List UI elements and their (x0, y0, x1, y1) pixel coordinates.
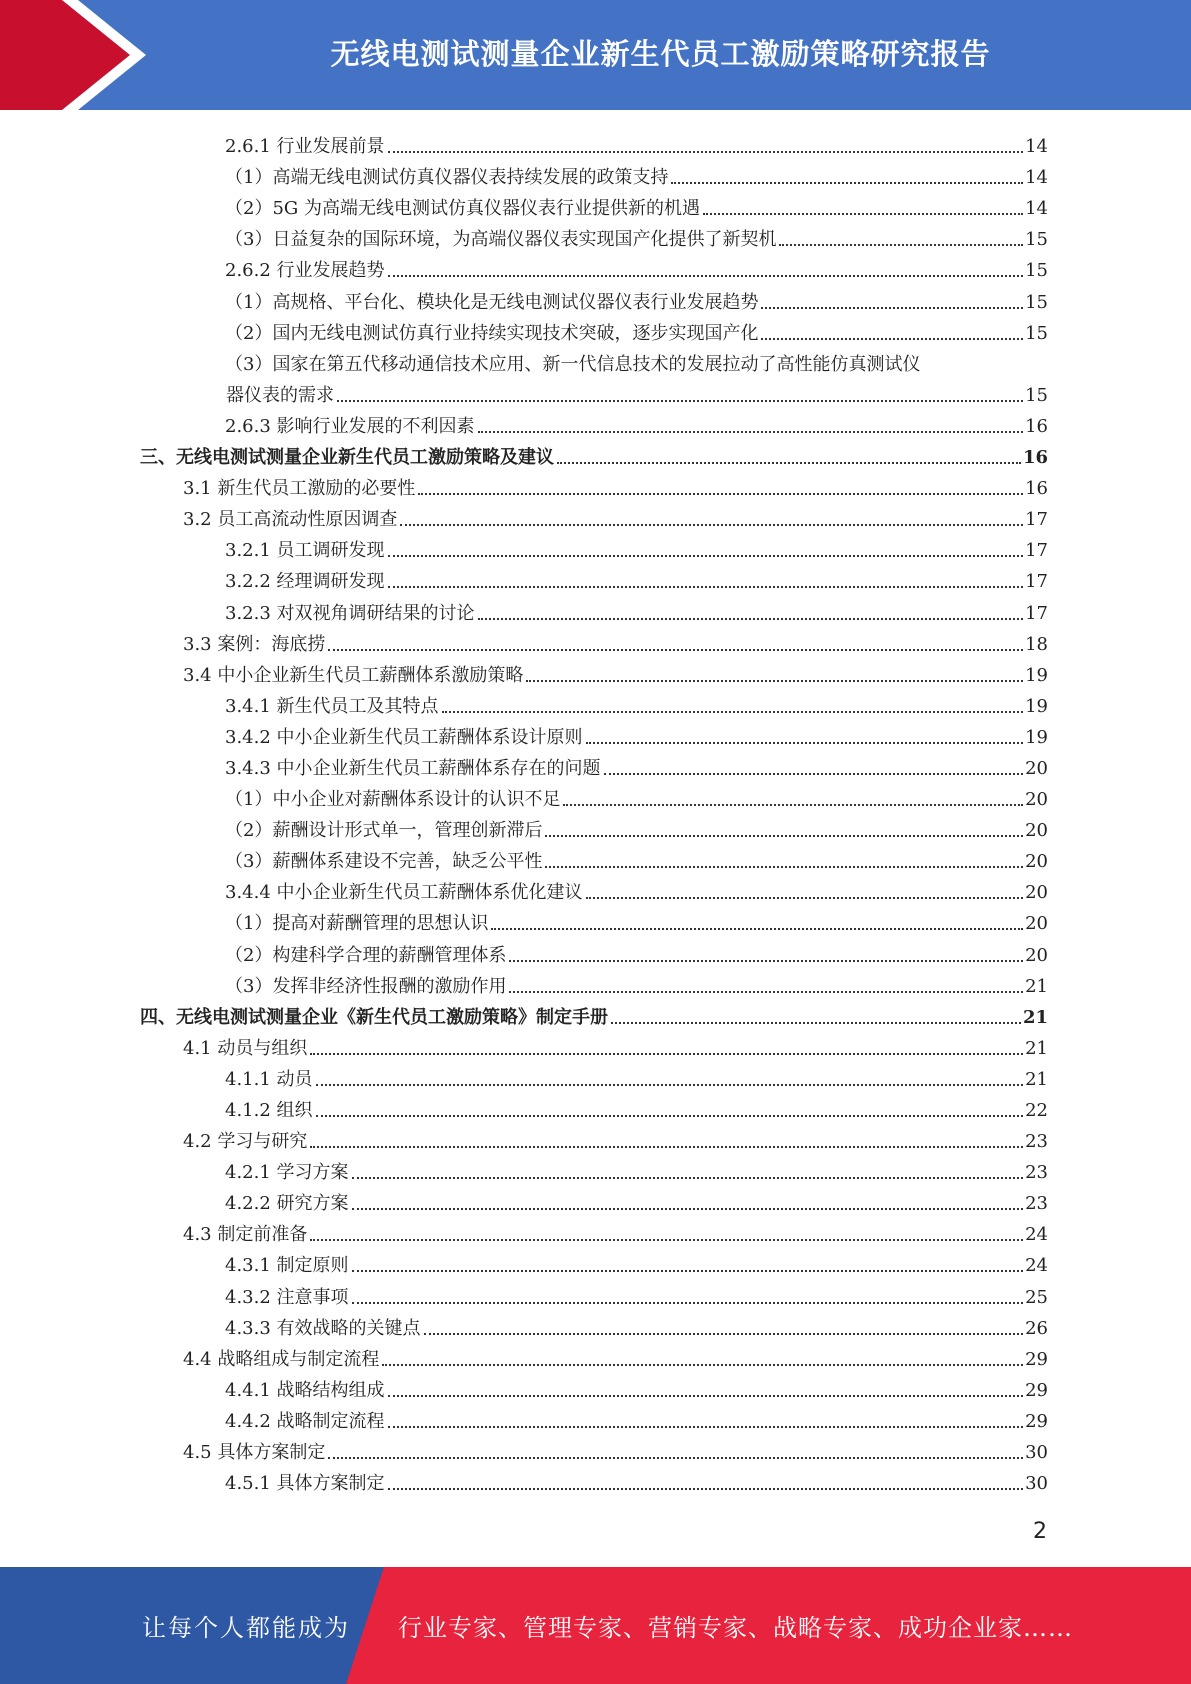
toc-entry[interactable] (140, 1309, 1048, 1340)
toc-entry[interactable] (140, 407, 1048, 438)
toc-entry-page: 22 (1025, 1100, 1048, 1121)
toc-entry-title: （1）提高对薪酬管理的思想认识 (225, 913, 489, 935)
toc-entry-title: 3.2.2 经理调研发现 (225, 571, 385, 593)
toc-entry-title: 3.4.1 新生代员工及其特点 (225, 695, 439, 717)
toc-entry-page: 15 (1025, 384, 1048, 406)
toc-dot-leader (442, 711, 1024, 713)
toc-entry-page: 20 (1025, 882, 1048, 904)
toc-entry[interactable] (140, 500, 1048, 531)
toc-entry[interactable] (140, 189, 1048, 220)
toc-entry-page: 16 (1022, 447, 1048, 469)
toc-entry[interactable] (140, 469, 1048, 500)
toc-entry-title: 4.1 动员与组织 (183, 1037, 308, 1059)
toc-entry-title: （3）发挥非经济性报酬的激励作用 (225, 975, 507, 997)
toc-entry[interactable] (140, 1371, 1048, 1402)
table-of-contents (140, 127, 1048, 1495)
toc-entry-title: 3.2.3 对双视角调研结果的讨论 (225, 602, 475, 624)
toc-entry[interactable] (140, 1433, 1048, 1464)
toc-dot-leader (316, 1084, 1024, 1086)
toc-entry-title: 4.4 战略组成与制定流程 (183, 1348, 380, 1370)
toc-entry[interactable] (140, 873, 1048, 904)
toc-entry-page: 17 (1025, 571, 1048, 593)
toc-entry-page: 20 (1025, 757, 1048, 779)
toc-entry[interactable] (140, 562, 1048, 593)
toc-dot-leader (337, 400, 1023, 402)
toc-entry[interactable] (140, 127, 1048, 158)
toc-entry-page: 26 (1025, 1317, 1048, 1339)
toc-entry-title: （2）5G 为高端无线电测试仿真仪器仪表行业提供新的机遇 (225, 198, 701, 220)
toc-dot-leader (328, 1457, 1023, 1459)
toc-entry[interactable] (140, 1402, 1048, 1433)
toc-dot-leader (509, 960, 1023, 962)
toc-entry-page: 24 (1025, 1224, 1048, 1246)
toc-entry[interactable] (140, 842, 1048, 873)
toc-entry-title: 4.3.3 有效战略的关键点 (225, 1317, 421, 1339)
toc-entry[interactable] (140, 1184, 1048, 1215)
header-arrow-decoration (0, 0, 160, 110)
toc-entry[interactable] (140, 282, 1048, 313)
toc-entry-page: 20 (1025, 944, 1048, 966)
toc-dot-leader (316, 1115, 1024, 1117)
toc-entry[interactable] (140, 376, 1048, 407)
toc-entry[interactable] (140, 158, 1048, 189)
toc-entry[interactable] (140, 749, 1048, 780)
toc-dot-leader (352, 1302, 1024, 1304)
toc-entry-page: 19 (1025, 726, 1048, 748)
toc-entry[interactable] (140, 220, 1048, 251)
toc-entry[interactable] (140, 780, 1048, 811)
toc-entry-title: （2）薪酬设计形式单一，管理创新滞后 (225, 820, 543, 842)
toc-dot-leader (400, 524, 1023, 526)
toc-dot-leader (352, 1177, 1024, 1179)
toc-dot-leader (388, 1488, 1024, 1490)
toc-entry-title: 3.4.4 中小企业新生代员工薪酬体系优化建议 (225, 882, 583, 904)
toc-entry-title: 4.3.2 注意事项 (225, 1286, 349, 1308)
toc-dot-leader (509, 991, 1023, 993)
toc-entry[interactable] (140, 811, 1048, 842)
toc-dot-leader (545, 866, 1023, 868)
toc-entry[interactable] (140, 1464, 1048, 1495)
toc-entry[interactable] (140, 531, 1048, 562)
toc-entry-title: 四、无线电测试测量企业《新生代员工激励策略》制定手册 (140, 1006, 608, 1028)
page-footer (0, 1567, 1191, 1684)
toc-entry-title: 4.5 具体方案制定 (183, 1442, 326, 1464)
toc-entry-page: 29 (1025, 1348, 1048, 1370)
toc-entry[interactable] (140, 1091, 1048, 1122)
page-number: 2 (1033, 1519, 1047, 1544)
toc-entry-page: 20 (1025, 820, 1048, 842)
toc-entry-title: 3.3 案例：海底捞 (183, 633, 326, 655)
toc-entry-title: 3.2 员工高流动性原因调查 (183, 509, 398, 531)
toc-entry[interactable] (140, 1340, 1048, 1371)
toc-entry-page: 17 (1025, 602, 1048, 624)
toc-entry[interactable] (140, 1277, 1048, 1308)
toc-dot-leader (382, 1364, 1023, 1366)
toc-entry-page: 21 (1022, 1006, 1048, 1028)
toc-entry[interactable] (140, 998, 1048, 1029)
toc-entry-page: 30 (1025, 1442, 1048, 1464)
toc-entry[interactable] (140, 1215, 1048, 1246)
toc-dot-leader (761, 338, 1023, 340)
toc-dot-leader (352, 1270, 1024, 1272)
toc-dot-leader (388, 275, 1024, 277)
toc-entry-title: 3.1 新生代员工激励的必要性 (183, 478, 416, 500)
toc-dot-leader (761, 307, 1023, 309)
toc-entry-title: 3.4 中小企业新生代员工薪酬体系激励策略 (183, 664, 524, 686)
toc-entry-title: （3）国家在第五代移动通信技术应用、新一代信息技术的发展拉动了高性能仿真测试仪 (225, 353, 921, 375)
toc-entry-title: 4.4.2 战略制定流程 (225, 1410, 385, 1432)
toc-entry-title: 4.1.2 组织 (225, 1100, 313, 1121)
footer-slogan-right: 行业专家、管理专家、营销专家、战略专家、成功企业家…… (398, 1614, 1073, 1642)
toc-entry-page: 17 (1025, 540, 1048, 562)
toc-dot-leader (310, 1239, 1023, 1241)
toc-entry-title: 2.6.3 影响行业发展的不利因素 (225, 415, 475, 437)
toc-entry[interactable] (140, 1060, 1048, 1091)
toc-entry[interactable] (140, 625, 1048, 656)
toc-dot-leader (310, 1053, 1023, 1055)
toc-entry[interactable] (140, 656, 1048, 687)
toc-entry-page: 21 (1025, 1068, 1048, 1090)
toc-entry-page: 25 (1025, 1286, 1048, 1308)
toc-entry-title: 3.2.1 员工调研发现 (225, 540, 385, 562)
toc-entry-title: 4.5.1 具体方案制定 (225, 1473, 385, 1495)
toc-entry[interactable] (140, 1153, 1048, 1184)
toc-entry-page: 15 (1025, 260, 1048, 282)
toc-entry[interactable] (140, 438, 1048, 469)
toc-entry[interactable] (140, 967, 1048, 998)
toc-entry-page: 20 (1025, 851, 1048, 873)
toc-entry[interactable] (140, 251, 1048, 282)
toc-entry-page: 21 (1025, 975, 1048, 997)
toc-dot-leader (604, 773, 1024, 775)
toc-dot-leader (388, 555, 1024, 557)
toc-entry-page: 14 (1025, 167, 1048, 189)
footer-slogan-left: 让每个人都能成为 (142, 1614, 350, 1642)
toc-entry[interactable] (140, 1122, 1048, 1153)
toc-dot-leader (545, 835, 1023, 837)
toc-entry[interactable] (140, 718, 1048, 749)
toc-entry-page: 16 (1025, 478, 1048, 500)
toc-dot-leader (586, 742, 1024, 744)
toc-dot-leader (703, 213, 1023, 215)
toc-entry-page: 21 (1025, 1037, 1048, 1059)
toc-entry-page: 29 (1025, 1379, 1048, 1401)
toc-dot-leader (526, 680, 1023, 682)
document-title: 无线电测试测量企业新生代员工激励策略研究报告 (330, 36, 991, 71)
toc-entry-page: 23 (1025, 1162, 1048, 1184)
toc-entry-page: 19 (1025, 695, 1048, 717)
toc-entry[interactable] (140, 1029, 1048, 1060)
toc-entry-title: 4.3.1 制定原则 (225, 1255, 349, 1277)
toc-entry-page: 16 (1025, 415, 1048, 437)
toc-entry-page: 20 (1025, 789, 1048, 811)
toc-entry-page: 19 (1025, 664, 1048, 686)
toc-entry[interactable] (140, 593, 1048, 624)
toc-entry-title: 三、无线电测试测量企业新生代员工激励策略及建议 (140, 447, 554, 469)
toc-entry-page: 18 (1025, 633, 1048, 655)
toc-entry-page: 29 (1025, 1410, 1048, 1432)
toc-entry-page: 20 (1025, 913, 1048, 935)
toc-entry-page: 24 (1025, 1255, 1048, 1277)
toc-entry-page: 23 (1025, 1131, 1048, 1153)
toc-dot-leader (478, 618, 1024, 620)
toc-entry-title: 3.4.2 中小企业新生代员工薪酬体系设计原则 (225, 726, 583, 748)
toc-entry-title: 2.6.2 行业发展趋势 (225, 260, 385, 282)
toc-entry[interactable] (140, 904, 1048, 935)
toc-entry-title: 4.1.1 动员 (225, 1068, 313, 1090)
toc-entry[interactable] (140, 1246, 1048, 1277)
toc-dot-leader (478, 431, 1024, 433)
toc-entry-title: （3）薪酬体系建设不完善，缺乏公平性 (225, 851, 543, 873)
toc-dot-leader (418, 493, 1023, 495)
toc-dot-leader (388, 151, 1024, 153)
toc-entry-title: （3）日益复杂的国际环境，为高端仪器仪表实现国产化提供了新契机 (225, 229, 777, 251)
toc-dot-leader (424, 1333, 1024, 1335)
toc-dot-leader (779, 244, 1023, 246)
toc-entry[interactable] (140, 935, 1048, 966)
toc-entry-page: 15 (1025, 322, 1048, 344)
toc-dot-leader (388, 586, 1024, 588)
toc-dot-leader (586, 897, 1024, 899)
toc-entry-title: （2）构建科学合理的薪酬管理体系 (225, 944, 507, 966)
toc-entry-title: （2）国内无线电测试仿真行业持续实现技术突破，逐步实现国产化 (225, 322, 759, 344)
toc-entry-title: 4.2.2 研究方案 (225, 1193, 349, 1215)
toc-entry-title: 器仪表的需求 (226, 384, 334, 406)
toc-dot-leader (388, 1395, 1024, 1397)
toc-entry-title: （1）高端无线电测试仿真仪器仪表持续发展的政策支持 (225, 167, 669, 189)
toc-entry-page: 15 (1025, 291, 1048, 313)
toc-entry-title: 4.2 学习与研究 (183, 1131, 308, 1153)
toc-dot-leader (563, 804, 1023, 806)
toc-dot-leader (491, 928, 1023, 930)
toc-entry[interactable] (140, 314, 1048, 345)
toc-dot-leader (352, 1208, 1024, 1210)
toc-entry-page: 14 (1025, 198, 1048, 220)
page-header (0, 0, 1191, 110)
toc-dot-leader (388, 1426, 1024, 1428)
toc-entry-title: 4.4.1 战略结构组成 (225, 1379, 385, 1401)
toc-entry-page: 14 (1025, 136, 1048, 158)
toc-entry-title: 4.2.1 学习方案 (225, 1162, 349, 1184)
toc-dot-leader (671, 182, 1023, 184)
toc-dot-leader (557, 462, 1021, 464)
toc-dot-leader (611, 1022, 1021, 1024)
toc-entry-title: （1）高规格、平台化、模块化是无线电测试仪器仪表行业发展趋势 (225, 291, 759, 313)
toc-entry-page: 23 (1025, 1193, 1048, 1215)
toc-entry[interactable] (140, 345, 1048, 376)
toc-entry[interactable] (140, 687, 1048, 718)
toc-entry-page: 15 (1025, 229, 1048, 251)
toc-entry-page: 30 (1025, 1473, 1048, 1495)
toc-entry-title: （1）中小企业对薪酬体系设计的认识不足 (225, 789, 561, 811)
toc-entry-title: 4.3 制定前准备 (183, 1224, 308, 1246)
toc-entry-page: 17 (1025, 509, 1048, 531)
toc-dot-leader (328, 649, 1023, 651)
toc-entry-title: 2.6.1 行业发展前景 (225, 136, 385, 158)
toc-entry-title: 3.4.3 中小企业新生代员工薪酬体系存在的问题 (225, 757, 601, 779)
toc-dot-leader (310, 1146, 1023, 1148)
